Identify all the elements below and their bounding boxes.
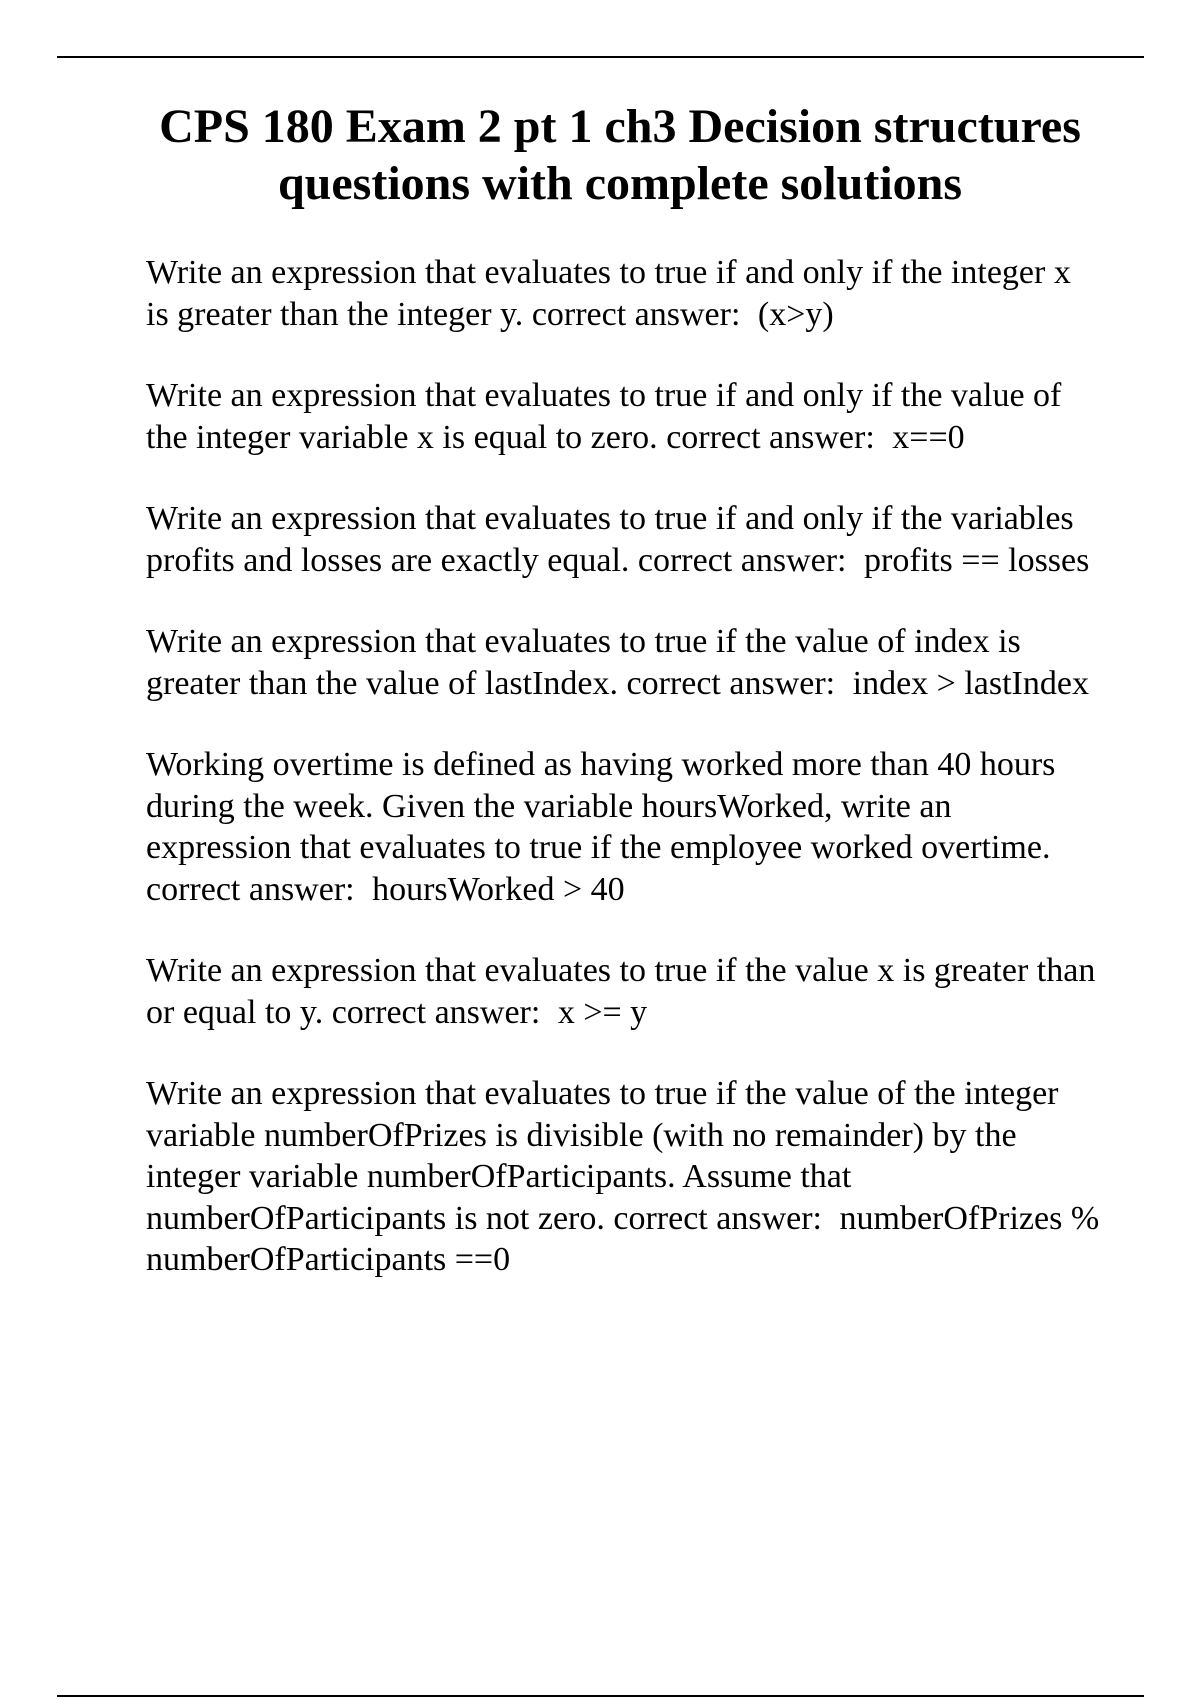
qa-item [146,1073,1101,1281]
qa-item [146,375,1101,458]
document-title: CPS 180 Exam 2 pt 1 ch3 Decision structures questions with complete solutions [159,100,1081,210]
qa-item [146,950,1101,1033]
top-rule [57,56,1144,58]
question-text: Write an expression that evaluates to true if and only if the variables profits and losses are exactly equal. [146,500,1074,579]
qa-item [146,252,1101,335]
question-list [146,252,1101,1321]
bottom-rule [57,1695,1144,1697]
question-text: Write an expression that evaluates to true if and only if the integer x is greater than the integer y. [146,254,1071,333]
qa-item [146,744,1101,910]
answer-text: numberOfPrizes % numberOfParticipants ==0 [146,1199,1100,1278]
question-text: Write an expression that evaluates to true if and only if the value of the integer variable x is equal to zero. [146,377,1062,456]
answer-text: profits == losses [864,541,1090,579]
answer-text: x >= y [557,993,648,1031]
answer-label: correct answer: [666,418,875,456]
answer-text: index > lastIndex [852,664,1089,702]
answer-label: correct answer: [613,1199,822,1237]
answer-text: hoursWorked > 40 [372,870,625,908]
question-text: Write an expression that evaluates to true if the value x is greater than or equal to y. [146,952,1096,1031]
answer-label: correct answer: [531,295,741,333]
question-text: Write an expression that evaluates to true if the value of index is greater than the value of lastIndex. [146,623,1021,702]
answer-label: correct answer: [626,664,836,702]
answer-label: correct answer: [146,870,355,908]
question-text: Write an expression that evaluates to true if the value of the integer variable numberOfPrizes is divisible (with no remainder) by the integer variable numberOfParticipants. Assume that numberOfParticipants is not zero. [146,1075,1059,1237]
qa-item [146,498,1101,581]
answer-label: correct answer: [637,541,847,579]
answer-label: correct answer: [331,993,541,1031]
qa-item [146,621,1101,704]
answer-text: x==0 [892,418,965,456]
answer-text: (x>y) [757,295,834,333]
question-text: Working overtime is defined as having worked more than 40 hours during the week. Given the variable hoursWorked, write an expression that evaluates to true if the employee worked overtime. [146,746,1056,866]
